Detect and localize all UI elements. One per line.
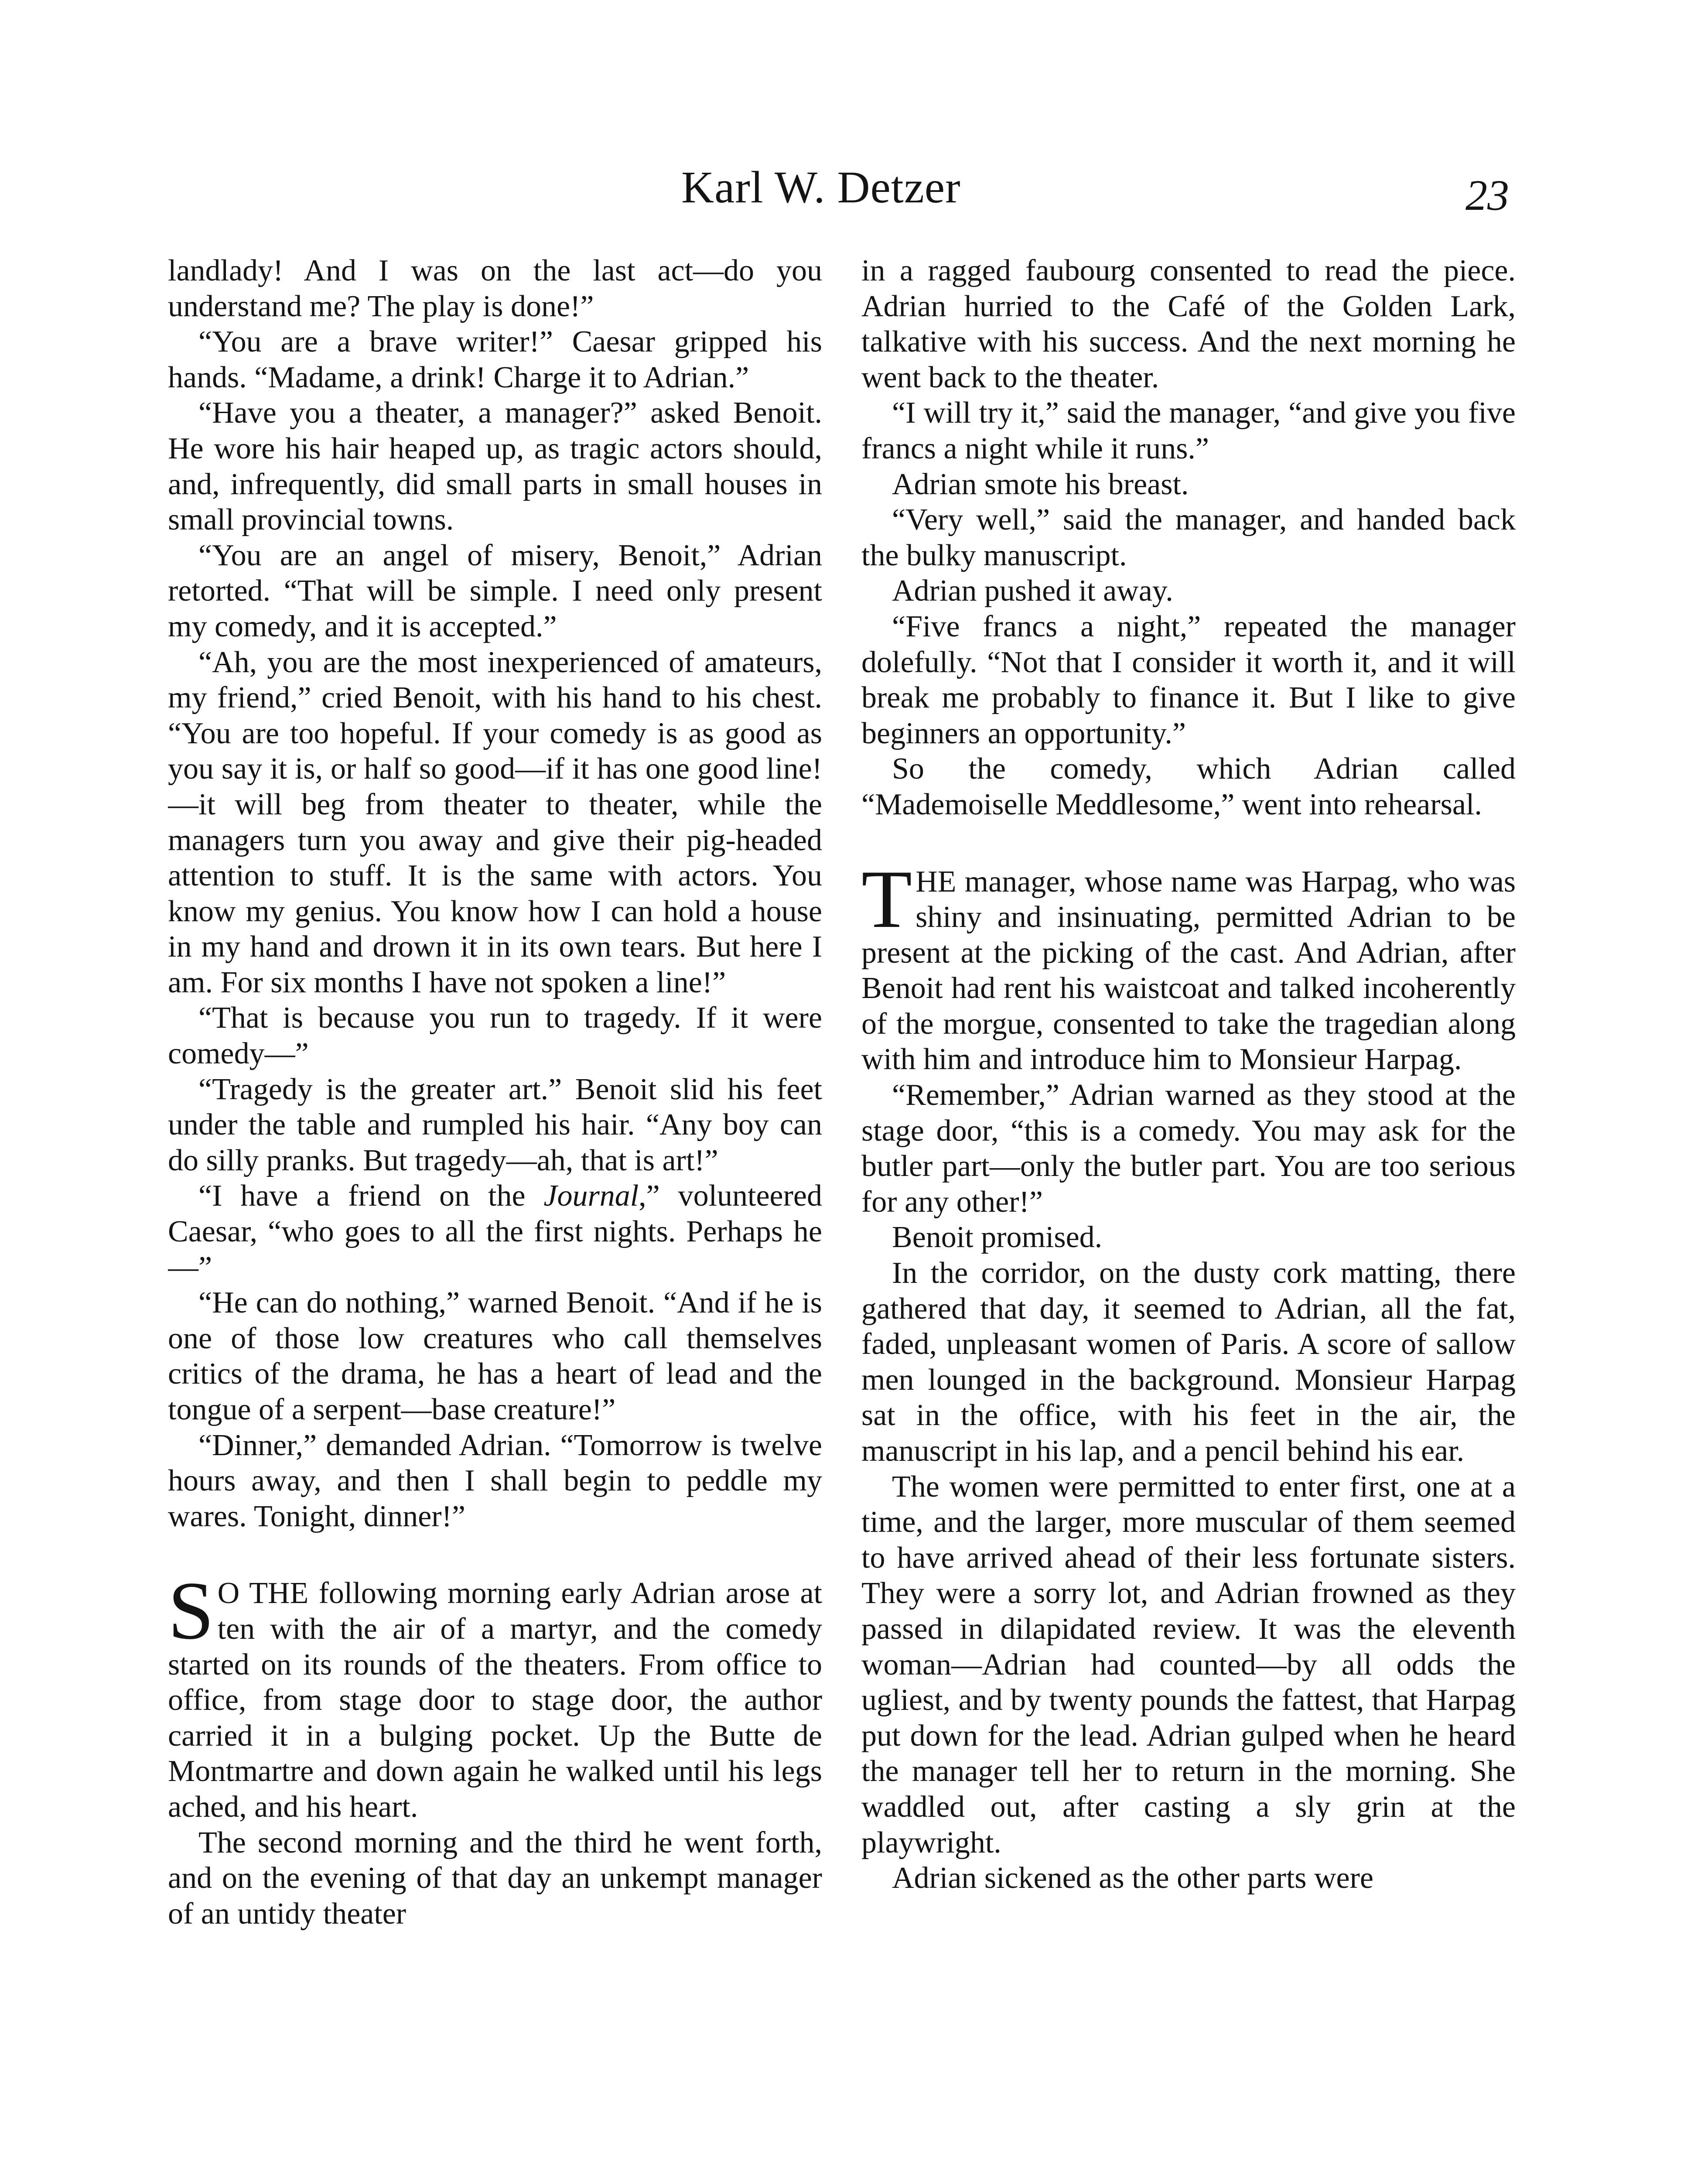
text-run: ,” volunteered Caesar, “who goes to all the first nights. Perhaps he—” bbox=[168, 1179, 822, 1284]
paragraph: “He can do nothing,” warned Benoit. “And if he is one of those low creatures who call themselves critics of the drama, he has a heart of lead and the tongue of a serpent—base creature!” bbox=[168, 1286, 822, 1426]
paragraph: Adrian smote his breast. bbox=[892, 467, 1189, 501]
paragraph: “Five francs a night,” repeated the manager dolefully. “Not that I consider it worth it, and it will break me probably to finance it. But I like to give beginners an opportunity.” bbox=[861, 609, 1516, 750]
page-number: 23 bbox=[1465, 171, 1509, 219]
paragraph: The women were permitted to enter first, one at a time, and the larger, more muscular of them seemed to have arrived ahead of their less fortunate sisters. They were a sorry lot, and Adrian frowned as they passed in dilapidated review. It was the eleventh woman—Adrian had counted—by all odds the ugliest, and by twenty pounds the fattest, that Harpag put down for the lead. Adrian gulped when he heard the manager tell her to return in the morning. She waddled out, after casting a sly grin at the playwright. bbox=[861, 1470, 1516, 1860]
paragraph: “Tragedy is the greater art.” Benoit slid his feet under the table and rumpled his hair. “Any boy can do silly pranks. But tragedy—ah, that is art!” bbox=[168, 1072, 822, 1177]
text-run: O THE following morning early Adrian arose at ten with the air of a martyr, and the comedy started on its rounds of the theaters. From office to office, from stage door to stage door, the author carried it in a bulging pocket. Up the Butte de Montmartre and down again he walked until his legs ached, and his heart. bbox=[168, 1576, 822, 1824]
paragraph: The second morning and the third he went forth, and on the evening of that day an unkempt manager of an untidy theater bbox=[168, 1825, 822, 1931]
paragraph: In the corridor, on the dusty cork matting, there gathered that day, it seemed to Adrian, all the fat, faded, unpleasant women of Paris. A score of sallow men lounged in the background. Monsieur Harpag sat in the office, with his feet in the air, the manuscript in his lap, and a pencil behind his ear. bbox=[861, 1256, 1516, 1468]
text-run: HE manager, whose name was Harpag, who was shiny and insinuating, permitted Adrian to be present at the picking of the cast. And Adrian, after Benoit had rent his waistcoat and talked incoherently of the morgue, consented to take the tragedian along with him and introduce him to Monsieur Harpag. bbox=[861, 865, 1516, 1077]
newspaper-title: Journal bbox=[543, 1179, 639, 1213]
paragraph: “Remember,” Adrian warned as they stood at the stage door, “this is a comedy. You may ask for the butler part—only the butler part. You are too serious for any other!” bbox=[861, 1078, 1516, 1219]
left-column bbox=[168, 253, 822, 2181]
running-head-author: Karl W. Detzer bbox=[681, 162, 961, 212]
paragraph: Benoit promised. bbox=[892, 1220, 1103, 1255]
paragraph: “Ah, you are the most inexperienced of amateurs, my friend,” cried Benoit, with his hand to his chest. “You are too hopeful. If your comedy is as good as you say it is, or half so good—if it has one good line! —it will beg from theater to theater, while the managers turn you away and give their pig-headed attention to stuff. It is the same with actors. You know my genius. You know how I can hold a house in my hand and drown it in its own tears. But here I am. For six months I have not spoken a line!” bbox=[168, 645, 822, 999]
paragraph: “You are an angel of misery, Benoit,” Adrian retorted. “That will be simple. I need only present my comedy, and it is accepted.” bbox=[168, 538, 822, 643]
section-opening-paragraph bbox=[168, 1565, 822, 1825]
paragraph: “I will try it,” said the manager, “and give you five francs a night while it runs.” bbox=[861, 396, 1516, 465]
drop-cap: T bbox=[861, 853, 912, 945]
paragraph: Adrian pushed it away. bbox=[892, 574, 1173, 608]
paragraph: Adrian sickened as the other parts were bbox=[892, 1861, 1374, 1895]
paragraph: “Very well,” said the manager, and handed back the bulky manuscript. bbox=[861, 503, 1516, 572]
paragraph: landlady! And I was on the last act—do you understand me? The play is done!” bbox=[168, 254, 822, 323]
paragraph: “You are a brave writer!” Caesar gripped his hands. “Madame, a drink! Charge it to Adrian.” bbox=[168, 325, 822, 394]
paragraph: in a ragged faubourg consented to read the piece. Adrian hurried to the Café of the Golden Lark, talkative with his success. And the next morning he went back to the theater. bbox=[861, 254, 1516, 394]
paragraph: “Have you a theater, a manager?” asked Benoit. He wore his hair heaped up, as tragic actors should, and, infrequently, did small parts in small houses in small provincial towns. bbox=[168, 396, 822, 537]
paragraph: So the comedy, which Adrian called “Mademoiselle Meddlesome,” went into rehearsal. bbox=[861, 752, 1516, 821]
paragraph: “That is because you run to tragedy. If it were comedy—” bbox=[168, 1001, 822, 1071]
section-opening-paragraph bbox=[861, 853, 1516, 1078]
section-break bbox=[861, 823, 1516, 864]
section-break bbox=[168, 1534, 822, 1576]
right-column bbox=[861, 253, 1516, 2181]
paragraph bbox=[168, 1178, 822, 1285]
paragraph: “Dinner,” demanded Adrian. “Tomorrow is twelve hours away, and then I shall begin to peddle my wares. Tonight, dinner!” bbox=[168, 1428, 822, 1533]
drop-cap: S bbox=[168, 1565, 214, 1657]
text-run: “I have a friend on the bbox=[198, 1179, 544, 1213]
